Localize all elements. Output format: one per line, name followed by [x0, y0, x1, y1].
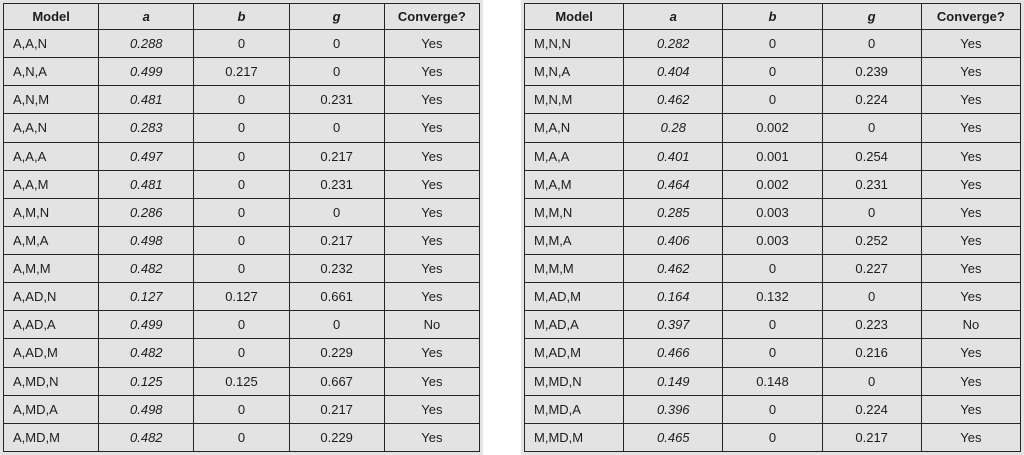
cell-model: A,A,M: [4, 170, 99, 198]
cell-converge: Yes: [384, 226, 479, 254]
cell-model: M,A,A: [525, 142, 624, 170]
cell-b: 0.148: [723, 367, 822, 395]
cell-model: M,AD,A: [525, 311, 624, 339]
table-row: [4, 395, 480, 423]
cell-a: 0.462: [624, 86, 723, 114]
table-row: [525, 367, 1021, 395]
cell-converge: Yes: [921, 58, 1020, 86]
left-table-header: [4, 4, 480, 30]
cell-model: A,AD,N: [4, 283, 99, 311]
cell-g: 0.217: [289, 226, 384, 254]
table-row: [4, 114, 480, 142]
left-table-panel: [0, 0, 483, 455]
cell-b: 0: [194, 311, 289, 339]
cell-model: A,MD,A: [4, 395, 99, 423]
cell-a: 0.149: [624, 367, 723, 395]
column-header-a: a: [624, 4, 723, 30]
table-row: [525, 395, 1021, 423]
table-row: [525, 58, 1021, 86]
cell-a: 0.482: [99, 339, 194, 367]
cell-b: 0.002: [723, 114, 822, 142]
table-row: [525, 226, 1021, 254]
table-row: [4, 170, 480, 198]
table-row: [4, 142, 480, 170]
cell-a: 0.482: [99, 255, 194, 283]
cell-b: 0: [723, 86, 822, 114]
cell-converge: Yes: [921, 283, 1020, 311]
column-header-b: b: [194, 4, 289, 30]
cell-converge: Yes: [921, 30, 1020, 58]
panel-divider: [483, 0, 521, 455]
cell-a: 0.282: [624, 30, 723, 58]
cell-b: 0: [723, 423, 822, 451]
table-row: [525, 30, 1021, 58]
table-row: [4, 311, 480, 339]
cell-a: 0.498: [99, 395, 194, 423]
cell-g: 0: [822, 114, 921, 142]
cell-converge: Yes: [921, 255, 1020, 283]
cell-g: 0.229: [289, 339, 384, 367]
cell-b: 0.001: [723, 142, 822, 170]
cell-converge: Yes: [384, 30, 479, 58]
cell-b: 0.003: [723, 198, 822, 226]
cell-g: 0.217: [822, 423, 921, 451]
cell-g: 0: [289, 58, 384, 86]
right-table-panel: [521, 0, 1024, 455]
cell-g: 0.231: [822, 170, 921, 198]
cell-g: 0.239: [822, 58, 921, 86]
cell-converge: Yes: [384, 198, 479, 226]
cell-b: 0: [194, 86, 289, 114]
cell-converge: Yes: [384, 367, 479, 395]
cell-a: 0.286: [99, 198, 194, 226]
cell-b: 0: [194, 114, 289, 142]
cell-a: 0.499: [99, 58, 194, 86]
cell-converge: Yes: [384, 170, 479, 198]
cell-model: A,M,A: [4, 226, 99, 254]
column-header-converge: Converge?: [921, 4, 1020, 30]
cell-b: 0: [194, 30, 289, 58]
table-row: [4, 367, 480, 395]
table-row: [4, 283, 480, 311]
cell-b: 0: [723, 339, 822, 367]
cell-converge: Yes: [921, 114, 1020, 142]
cell-converge: Yes: [921, 395, 1020, 423]
cell-g: 0: [289, 30, 384, 58]
cell-g: 0.229: [289, 423, 384, 451]
cell-a: 0.283: [99, 114, 194, 142]
cell-a: 0.285: [624, 198, 723, 226]
left-table-body: [4, 30, 480, 452]
cell-g: 0.252: [822, 226, 921, 254]
cell-converge: Yes: [921, 142, 1020, 170]
cell-model: A,MD,M: [4, 423, 99, 451]
cell-g: 0.227: [822, 255, 921, 283]
cell-converge: Yes: [384, 142, 479, 170]
table-row: [4, 30, 480, 58]
cell-g: 0.217: [289, 142, 384, 170]
header-row: [525, 4, 1021, 30]
table-row: [525, 283, 1021, 311]
cell-converge: Yes: [384, 423, 479, 451]
cell-a: 0.406: [624, 226, 723, 254]
cell-b: 0: [194, 198, 289, 226]
column-header-g: g: [822, 4, 921, 30]
cell-converge: Yes: [384, 339, 479, 367]
table-row: [525, 170, 1021, 198]
cell-converge: Yes: [384, 255, 479, 283]
cell-a: 0.125: [99, 367, 194, 395]
cell-g: 0.224: [822, 86, 921, 114]
table-row: [525, 198, 1021, 226]
cell-model: M,MD,M: [525, 423, 624, 451]
right-table-body: [525, 30, 1021, 452]
cell-g: 0.231: [289, 86, 384, 114]
cell-b: 0: [194, 170, 289, 198]
table-row: [525, 339, 1021, 367]
cell-g: 0: [822, 30, 921, 58]
cell-model: A,A,N: [4, 30, 99, 58]
cell-a: 0.498: [99, 226, 194, 254]
cell-b: 0: [194, 423, 289, 451]
cell-g: 0: [822, 283, 921, 311]
header-row: [4, 4, 480, 30]
cell-b: 0: [194, 339, 289, 367]
cell-model: A,N,M: [4, 86, 99, 114]
cell-b: 0: [723, 311, 822, 339]
cell-converge: No: [921, 311, 1020, 339]
cell-a: 0.288: [99, 30, 194, 58]
cell-a: 0.462: [624, 255, 723, 283]
cell-a: 0.28: [624, 114, 723, 142]
cell-converge: Yes: [384, 114, 479, 142]
cell-converge: Yes: [921, 367, 1020, 395]
table-row: [4, 255, 480, 283]
table-row: [525, 255, 1021, 283]
cell-model: M,M,M: [525, 255, 624, 283]
cell-b: 0.125: [194, 367, 289, 395]
cell-a: 0.397: [624, 311, 723, 339]
cell-g: 0.232: [289, 255, 384, 283]
cell-model: M,AD,M: [525, 339, 624, 367]
column-header-g: g: [289, 4, 384, 30]
cell-a: 0.465: [624, 423, 723, 451]
cell-a: 0.482: [99, 423, 194, 451]
cell-converge: Yes: [921, 226, 1020, 254]
cell-g: 0.661: [289, 283, 384, 311]
column-header-model: Model: [525, 4, 624, 30]
cell-model: M,AD,M: [525, 283, 624, 311]
cell-model: A,A,N: [4, 114, 99, 142]
cell-converge: No: [384, 311, 479, 339]
cell-a: 0.127: [99, 283, 194, 311]
cell-converge: Yes: [384, 395, 479, 423]
cell-model: M,N,A: [525, 58, 624, 86]
column-header-a: a: [99, 4, 194, 30]
table-row: [525, 114, 1021, 142]
table-row: [4, 86, 480, 114]
right-table-header: [525, 4, 1021, 30]
cell-b: 0: [723, 58, 822, 86]
cell-converge: Yes: [384, 58, 479, 86]
cell-model: A,AD,A: [4, 311, 99, 339]
cell-g: 0.254: [822, 142, 921, 170]
cell-a: 0.497: [99, 142, 194, 170]
table-row: [525, 86, 1021, 114]
cell-g: 0: [289, 114, 384, 142]
cell-a: 0.481: [99, 86, 194, 114]
cell-b: 0.132: [723, 283, 822, 311]
cell-a: 0.466: [624, 339, 723, 367]
cell-b: 0: [194, 395, 289, 423]
cell-g: 0: [289, 198, 384, 226]
left-results-table: [3, 3, 480, 452]
cell-b: 0: [194, 142, 289, 170]
table-row: [4, 423, 480, 451]
cell-a: 0.401: [624, 142, 723, 170]
table-row: [4, 198, 480, 226]
column-header-model: Model: [4, 4, 99, 30]
table-row: [525, 142, 1021, 170]
cell-a: 0.464: [624, 170, 723, 198]
cell-b: 0: [194, 255, 289, 283]
cell-g: 0.231: [289, 170, 384, 198]
cell-model: M,N,M: [525, 86, 624, 114]
cell-b: 0: [723, 255, 822, 283]
cell-g: 0.223: [822, 311, 921, 339]
cell-g: 0: [822, 198, 921, 226]
cell-converge: Yes: [921, 170, 1020, 198]
table-row: [4, 226, 480, 254]
column-header-b: b: [723, 4, 822, 30]
cell-model: M,A,N: [525, 114, 624, 142]
cell-model: A,A,A: [4, 142, 99, 170]
cell-g: 0.667: [289, 367, 384, 395]
cell-model: A,AD,M: [4, 339, 99, 367]
cell-model: A,N,A: [4, 58, 99, 86]
cell-converge: Yes: [921, 86, 1020, 114]
cell-g: 0.224: [822, 395, 921, 423]
cell-model: A,M,N: [4, 198, 99, 226]
cell-model: A,M,M: [4, 255, 99, 283]
cell-b: 0.003: [723, 226, 822, 254]
cell-converge: Yes: [384, 283, 479, 311]
table-row: [525, 311, 1021, 339]
column-header-converge: Converge?: [384, 4, 479, 30]
cell-g: 0: [289, 311, 384, 339]
cell-a: 0.499: [99, 311, 194, 339]
cell-model: M,MD,A: [525, 395, 624, 423]
cell-b: 0: [723, 30, 822, 58]
cell-converge: Yes: [921, 339, 1020, 367]
cell-a: 0.164: [624, 283, 723, 311]
cell-b: 0: [194, 226, 289, 254]
cell-a: 0.404: [624, 58, 723, 86]
cell-a: 0.396: [624, 395, 723, 423]
cell-model: M,A,M: [525, 170, 624, 198]
cell-b: 0.217: [194, 58, 289, 86]
cell-converge: Yes: [921, 198, 1020, 226]
cell-b: 0.002: [723, 170, 822, 198]
right-results-table: [524, 3, 1021, 452]
cell-model: M,N,N: [525, 30, 624, 58]
cell-b: 0.127: [194, 283, 289, 311]
cell-model: M,MD,N: [525, 367, 624, 395]
cell-g: 0: [822, 367, 921, 395]
cell-model: M,M,N: [525, 198, 624, 226]
cell-model: M,M,A: [525, 226, 624, 254]
table-row: [4, 339, 480, 367]
cell-converge: Yes: [384, 86, 479, 114]
table-row: [4, 58, 480, 86]
table-row: [525, 423, 1021, 451]
cell-g: 0.216: [822, 339, 921, 367]
cell-converge: Yes: [921, 423, 1020, 451]
cell-b: 0: [723, 395, 822, 423]
cell-g: 0.217: [289, 395, 384, 423]
cell-model: A,MD,N: [4, 367, 99, 395]
cell-a: 0.481: [99, 170, 194, 198]
